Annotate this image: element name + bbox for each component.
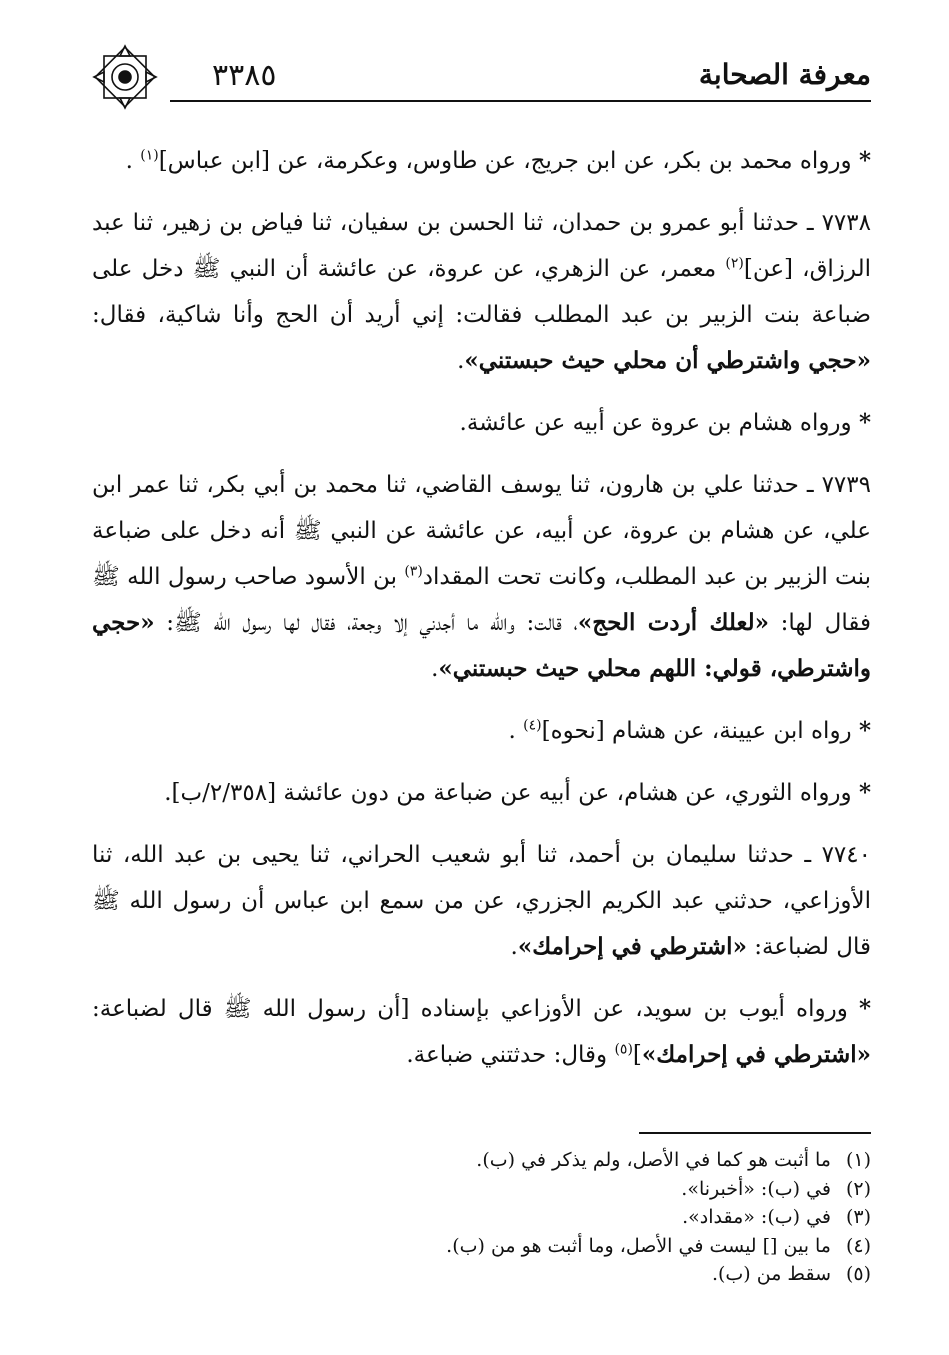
footnote-ref: (٤) [523,717,542,734]
footnote-text: في (ب): «أخبرنا». [681,1177,831,1200]
paragraph-text: حدثنا سليمان بن أحمد، ثنا أبو شعيب الحراني، ثنا يحيى بن عبد الله، ثنا الأوزاعي، حدثني عبد الكريم الجزري، عن من سمع ابن عباس أن رسول الله ﷺ قال لضباعة: [92,842,871,960]
footnote-item [92,1260,871,1289]
footnote-item [92,1175,871,1204]
footnote-text: ما أثبت هو كما في الأصل، ولم يذكر في (ب). [476,1149,831,1171]
paragraph-riwaya-3 [92,708,871,754]
paragraph-riwaya-1 [92,138,871,184]
hadith-quote: «لعلك أردت الحج» [577,609,769,636]
hadith-number: ٧٧٣٨ ـ [806,210,871,236]
footnote-text: ما بين [] ليست في الأصل، وما أثبت هو من (ب). [446,1234,831,1257]
header-rule [170,100,871,102]
paragraph-text: حدثنا علي بن هارون، ثنا يوسف القاضي، ثنا محمد بن أبي بكر، ثنا عمر ابن علي، عن هشام بن عروة، عن أبيه، عن عائشة عن النبي ﷺ أنه دخل على ضباعة بنت الزبير بن عبد المطلب، وكانت تحت المقداد [92,472,871,590]
hadith-number: ٧٧٤٠ ـ [804,842,871,868]
paragraph-text: ورواه الثوري، عن هشام، عن أبيه عن ضباعة من دون عائشة [٢/٣٥٨/ب]. [164,780,852,806]
footnote-ref: (٥) [614,1041,633,1058]
main-text [92,138,871,1094]
footnote-marker: (١) [845,1149,871,1171]
paragraph-end: . [125,148,133,174]
paragraph-text: ورواه أيوب بن سويد، عن الأوزاعي بإسناده [أن رسول الله ﷺ قال لضباعة: [92,996,848,1022]
footnote-text: في (ب): «مقداد». [682,1206,831,1228]
paragraph-end: . [510,934,518,960]
hadith-7740 [92,832,871,970]
hadith-7739 [92,462,871,692]
footnote-ref: (٢) [725,255,744,272]
hadith-quote: «اشترطي في إحرامك» [641,1041,871,1068]
paragraph-text: معمر، عن الزهري، عن عروة، عن عائشة أن النبي ﷺ دخل على ضباعة بنت الزبير بن عبد المطلب فقالت: إني أريد أن الحج وأنا شاكية، فقال: [92,256,871,328]
paragraph-marker: * [858,717,871,744]
footnote-marker: (٤) [845,1234,871,1257]
paragraph-end: . [508,718,516,744]
footnote-ref: (١) [140,147,159,164]
paragraph-marker: * [858,147,871,174]
paragraph-text: بن الأسود صاحب رسول الله ﷺ فقال لها: [92,564,872,636]
running-title: معرفة الصحابة [698,58,871,91]
footnote-item [92,1146,871,1175]
paragraph-marker: * [858,995,871,1022]
paragraph-text: رواه ابن عيينة، عن هشام [نحوه] [541,718,852,744]
footnote-marker: (٣) [845,1206,871,1228]
footnote-item [92,1232,871,1261]
footnote-rule [639,1132,871,1134]
paragraph-text: حدثنا أبو عمرو بن حمدان، ثنا الحسن بن سفيان، ثنا فياض بن زهير، ثنا عبد الرزاق، [عن] [92,210,872,282]
paragraph-riwaya-5 [92,986,871,1078]
paragraph-marker: * [858,409,871,436]
paragraph-riwaya-4 [92,770,871,816]
page-header [92,44,871,120]
hadith-quote: «حجي واشترطي أن محلي حيث حبستني» [464,347,871,374]
paragraph-end: . [457,348,465,374]
page-number: ٣٣٨٥ [212,58,277,93]
paragraph-text: ، قالت: والله ما أجدني إلا وجعة، فقال لها رسول الله ﷺ: [166,610,578,636]
footnote-marker: (٢) [845,1177,871,1200]
footnote-ref: (٣) [404,563,423,580]
footnotes [92,1146,871,1289]
hadith-number: ٧٧٣٩ ـ [806,472,871,498]
hadith-quote: «حجي واشترطي، قولي: اللهم محلي حيث حبستني» [92,609,871,682]
paragraph-text: ] [632,1042,642,1068]
paragraph-riwaya-2 [92,400,871,446]
footnote-item [92,1203,871,1232]
paragraph-end: . [431,656,439,682]
paragraph-text: ورواه هشام بن عروة عن أبيه عن عائشة. [459,410,852,436]
footnote-text: سقط من (ب). [711,1263,831,1285]
paragraph-text: وقال: حدثتني ضباعة. [406,1042,608,1068]
paragraph-text: ورواه محمد بن بكر، عن ابن جريج، عن طاوس، وعكرمة، عن [ابن عباس] [158,148,852,174]
octagonal-star-ornament-icon [92,44,158,110]
footnote-marker: (٥) [845,1263,871,1285]
hadith-7738 [92,200,871,384]
paragraph-marker: * [858,779,871,806]
hadith-quote: «اشترطي في إحرامك» [517,933,747,960]
